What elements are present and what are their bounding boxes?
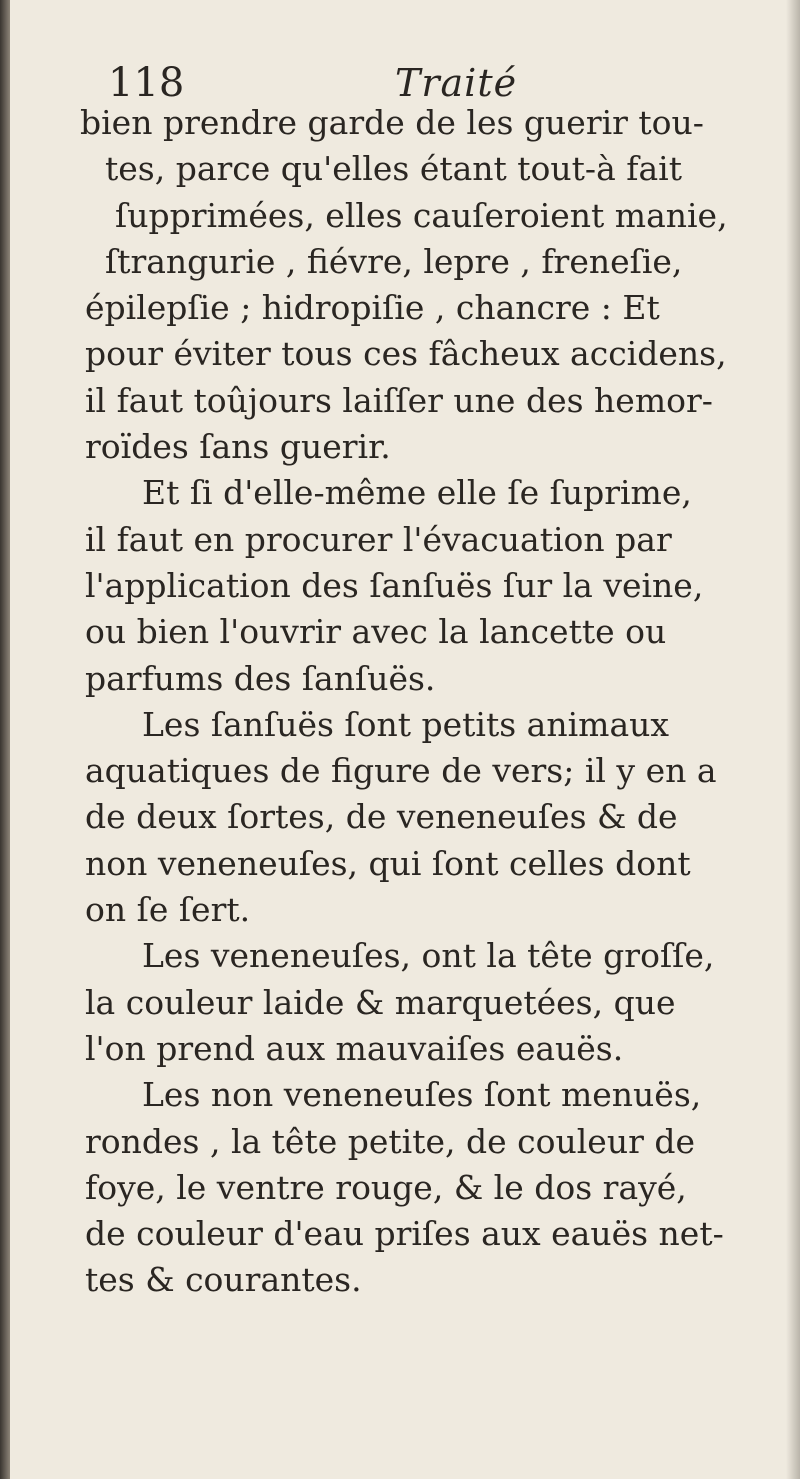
text-line: Et ſi d'elle-même elle ſe ſuprime,	[142, 473, 692, 513]
page-number: 118	[108, 60, 185, 106]
text-line: de couleur d'eau priſes aux eauës net-	[85, 1214, 724, 1254]
text-line: l'application des ſanſuës ſur la veine,	[85, 565, 704, 605]
text-line: ou bien l'ouvrir avec la lancette ou	[85, 612, 667, 652]
text-line: tes & courantes.	[85, 1260, 362, 1300]
text-line: Les ſanſuës ſont petits animaux	[142, 704, 669, 744]
text-line: pour éviter tous ces fâcheux accidens,	[85, 334, 727, 374]
text-line: bien prendre garde de les guerir tou-	[80, 103, 704, 142]
text-line: foye, le ventre rouge, & le dos rayé,	[85, 1167, 687, 1207]
text-line: la couleur laide & marquetées, que	[85, 982, 676, 1022]
text-line: parfums des ſanſuës.	[85, 658, 436, 698]
running-title: Traité	[395, 61, 518, 105]
text-line: de deux ſortes, de veneneuſes & de	[85, 797, 678, 837]
text-line: rondes , la tête petite, de couleur de	[85, 1121, 695, 1161]
text-line: ſupprimées, elles cauſeroient manie,	[115, 195, 728, 235]
text-line: il faut toûjours laiſſer une des hemor-	[85, 380, 713, 420]
text-line: aquatiques de figure de vers; il y en a	[85, 751, 717, 791]
text-line: Les non veneneuſes ſont menuës,	[142, 1075, 702, 1115]
text-line: Les veneneuſes, ont la tête groſſe,	[142, 936, 715, 976]
text-line: on ſe ſert.	[85, 890, 251, 930]
text-line: l'on prend aux mauvaiſes eauës.	[85, 1028, 624, 1068]
text-line: non veneneuſes, qui ſont celles dont	[85, 843, 691, 883]
text-line: tes, parce qu'elles étant tout-à fait	[105, 149, 682, 189]
text-line: ſtrangurie , fiévre, lepre , freneſie,	[105, 241, 683, 281]
text-line: épilepſie ; hidropiſie , chancre : Et	[85, 288, 660, 328]
text-line: il faut en procurer l'évacuation par	[85, 519, 672, 559]
body-text	[80, 100, 770, 1304]
text-line: roïdes ſans guerir.	[85, 427, 391, 467]
